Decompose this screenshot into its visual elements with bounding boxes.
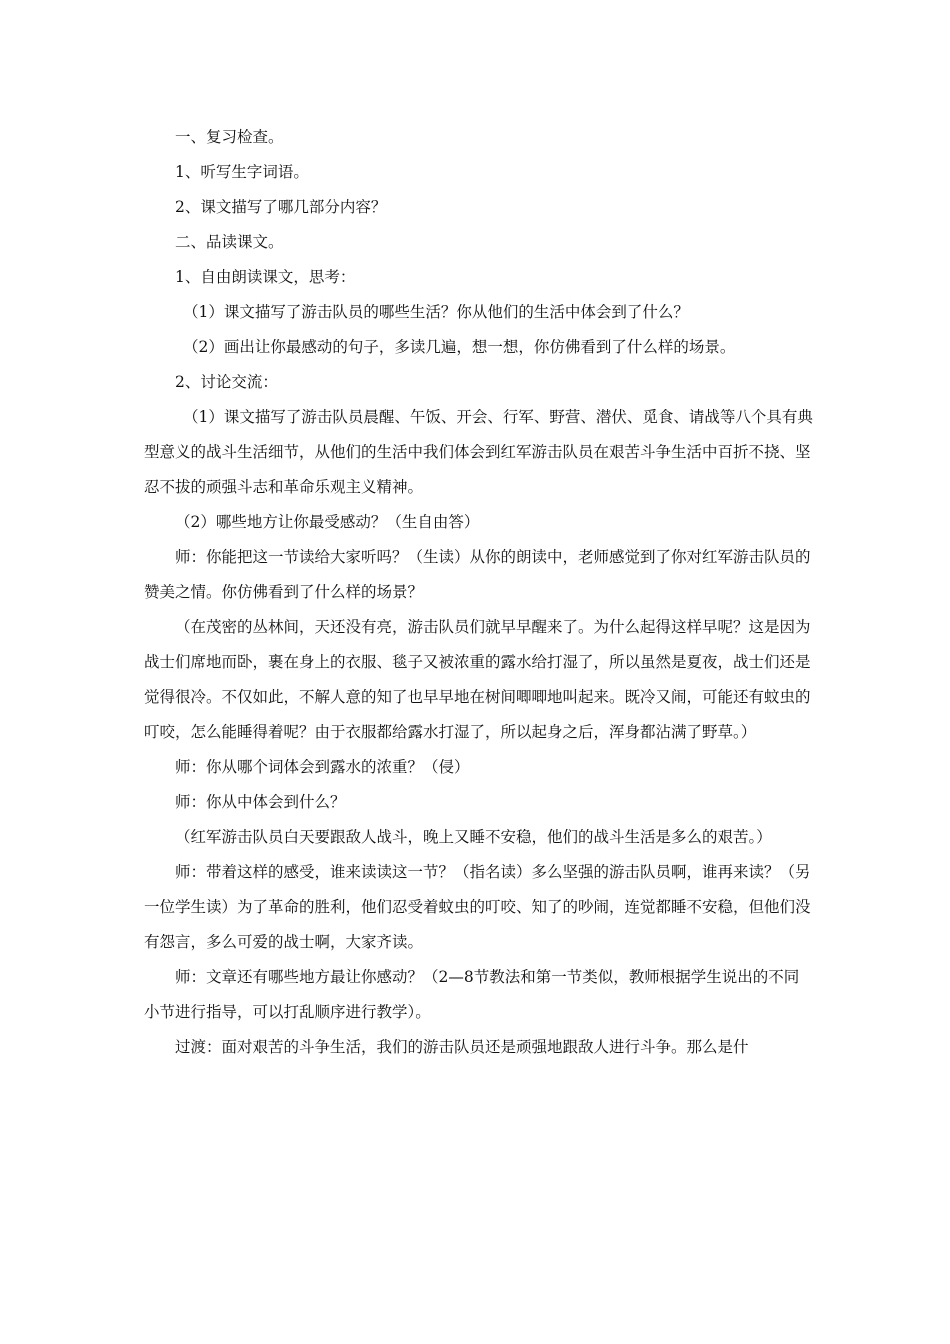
list-item-discussion: 2、讨论交流：: [175, 373, 278, 391]
discussion-answer-1: （1）课文描写了游击队员晨醒、午饭、开会、行军、野营、潜伏、觅食、请战等八个具有典型意义的战斗生活细节，从他们的生活中我们体会到红军游击队员在艰苦斗争生活中百折不挠、坚忍不拔的顽强斗志和革命乐观主义精神。: [144, 408, 813, 496]
transition-line: 过渡：面对艰苦的斗争生活，我们的游击队员还是顽强地跟敌人进行斗争。那么是什: [175, 1038, 749, 1056]
document-body: [144, 120, 814, 1065]
student-answer-hardship: （红军游击队员白天要跟敌人战斗，晚上又睡不安稳，他们的战斗生活是多么的艰苦。）: [175, 828, 772, 846]
sub-question-1: （1）课文描写了游击队员的哪些生活？你从他们的生活中体会到了什么？: [183, 303, 689, 321]
teacher-line-1: 师：你能把这一节读给大家听吗？（生读）从你的朗读中，老师感觉到了你对红军游击队员的赞美之情。你仿佛看到了什么样的场景？: [144, 548, 811, 601]
sub-question-2: （2）画出让你最感动的句子，多读几遍，想一想，你仿佛看到了什么样的场景。: [183, 338, 736, 356]
section-heading-reading: 二、品读课文。: [175, 233, 284, 251]
student-answer-scene: （在茂密的丛林间，天还没有亮，游击队员们就早早醒来了。为什么起得这样早呢？这是因为战士们席地而卧，裹在身上的衣服、毯子又被浓重的露水给打湿了，所以虽然是夏夜，战士们还是觉得很冷。不仅如此，不解人意的知了也早早地在树间唧唧地叫起来。既冷又闹，可能还有蚊虫的叮咬，怎么能睡得着呢？由于衣服都给露水打湿了，所以起身之后，浑身都沾满了野草。）: [144, 618, 811, 741]
list-item-dictation: 1、听写生字词语。: [175, 163, 309, 181]
list-item-content-question: 2、课文描写了哪几部分内容？: [175, 198, 387, 216]
section-heading-review: 一、复习检查。: [175, 128, 284, 146]
teacher-line-4: 师：带着这样的感受，谁来读读这一节？（指名读）多么坚强的游击队员啊，谁再来读？（另一位学生读）为了革命的胜利，他们忍受着蚊虫的叮咬、知了的吵闹，连觉都睡不安稳，但他们没有怨言，多么可爱的战士啊，大家齐读。: [144, 863, 811, 951]
teacher-line-2: 师：你从哪个词体会到露水的浓重？（侵）: [175, 758, 470, 776]
list-item-free-reading: 1、自由朗读课文，思考：: [175, 268, 356, 286]
discussion-question-2: （2）哪些地方让你最受感动？（生自由答）: [175, 513, 480, 531]
teacher-line-5: 师：文章还有哪些地方最让你感动？（2—8节教法和第一节类似，教师根据学生说出的不同小节进行指导，可以打乱顺序进行教学）。: [144, 968, 800, 1021]
teacher-line-3: 师：你从中体会到什么？: [175, 793, 346, 811]
